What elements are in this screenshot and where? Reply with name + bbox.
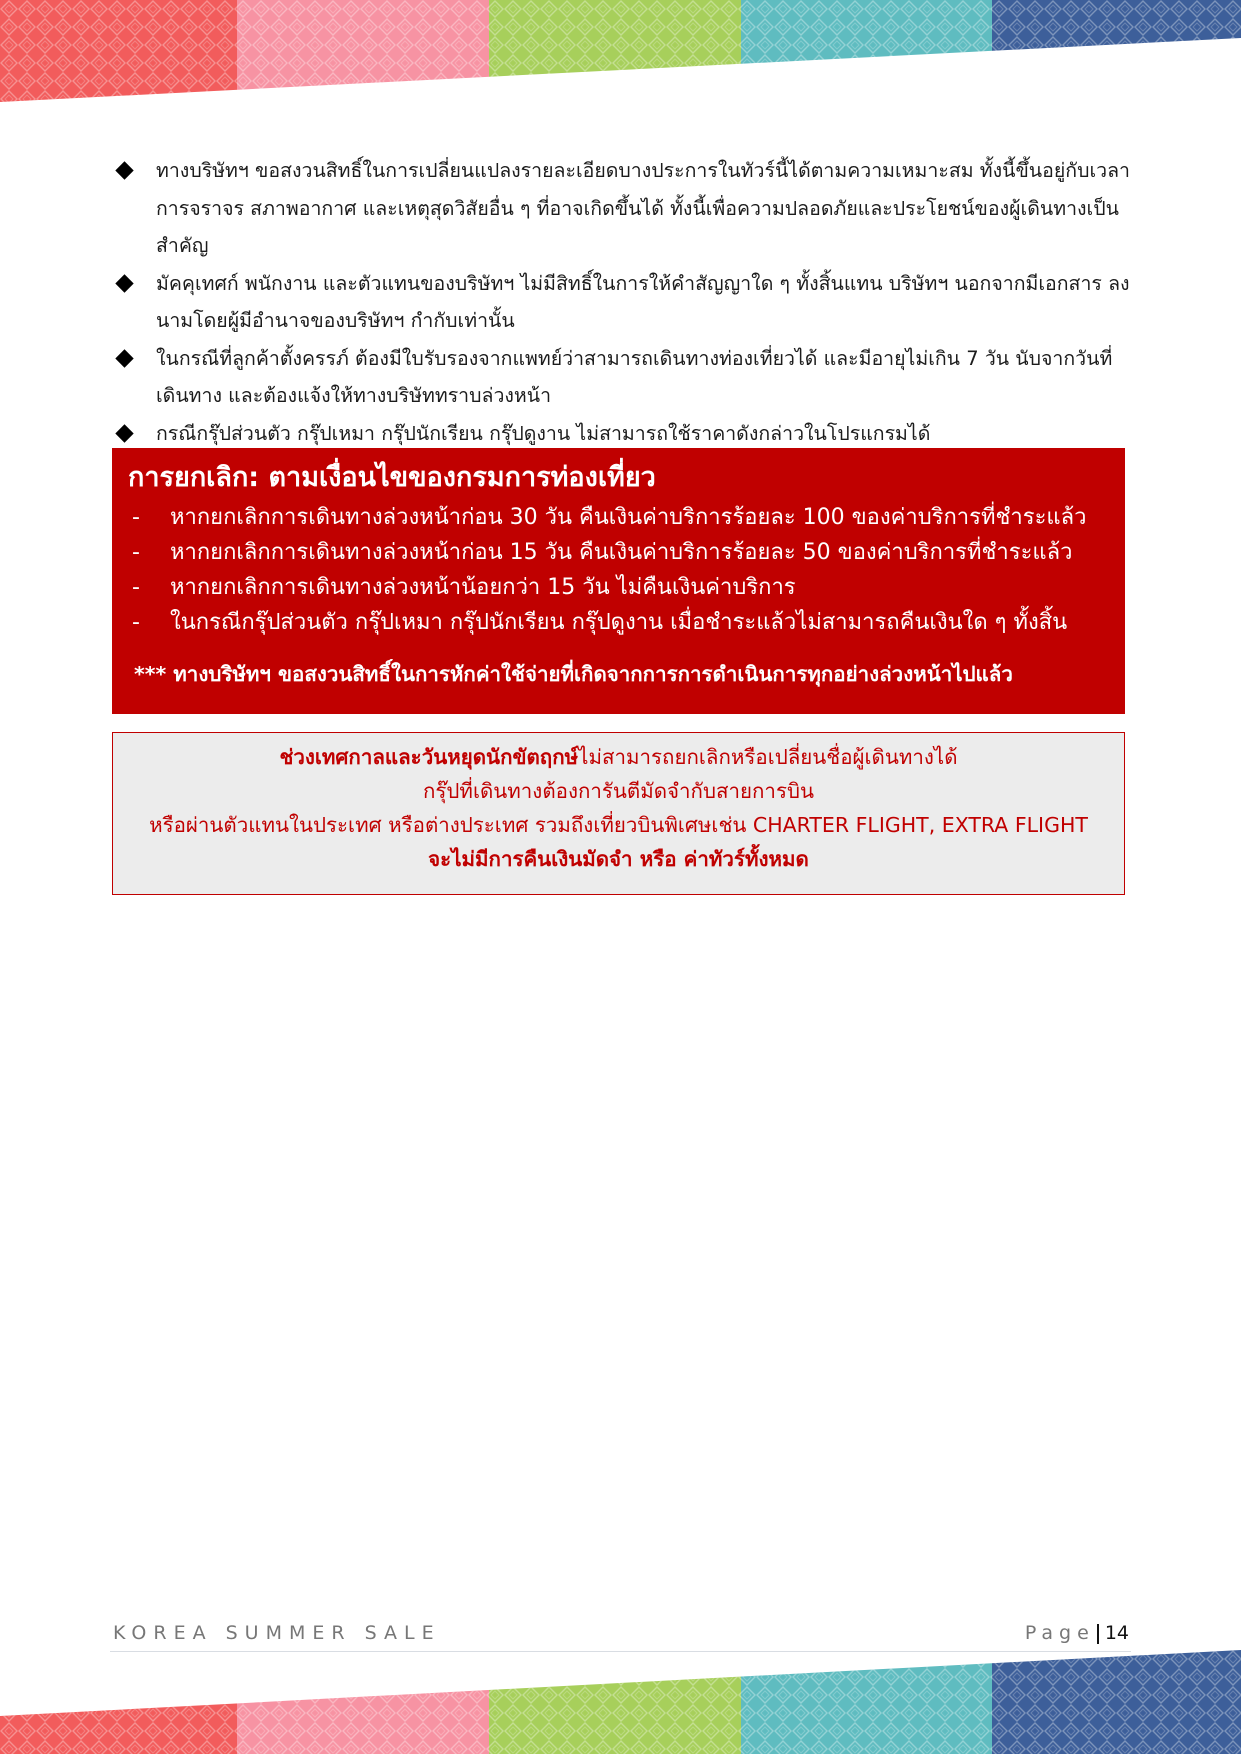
notice-line-1-rest: ไม่สามารถยกเลิกหรือเปลี่ยนชื่อผู้เดินทางได้ xyxy=(578,745,958,769)
terms-bullet-text: มัคคุเทศก์ พนักงาน และตัวแทนของบริษัทฯ ไม่มีสิทธิ์ในการให้คำสัญญาใด ๆ ทั้งสิ้นแทน บริษัทฯ นอกจากมีเอกสาร ลงนามโดยผู้มีอำนาจของบริษัทฯ กำกับเท่านั้น xyxy=(156,271,1130,332)
holiday-notice-box xyxy=(112,732,1125,895)
terms-bullet-text: ทางบริษัทฯ ขอสงวนสิทธิ์ในการเปลี่ยนแปลงรายละเอียดบางประการในทัวร์นี้ได้ตามความเหมาะสม ทั้งนี้ขึ้นอยู่กับเวลา การจราจร สภาพอากาศ และเหตุสุดวิสัยอื่น ๆ ที่อาจเกิดขึ้นได้ ทั้งนี้เพื่อความปลอดภัยและประโยชน์ของผู้เดินทางเป็นสำคัญ xyxy=(156,159,1130,257)
notice-line-1-bold: ช่วงเทศกาลและวันหยุดนักขัตฤกษ์ xyxy=(279,745,579,769)
cancellation-item xyxy=(132,570,1086,605)
cancellation-item-text: หากยกเลิกการเดินทางล่วงหน้าก่อน 30 วัน คืนเงินค่าบริการร้อยละ 100 ของค่าบริการที่ชำระแล้ว xyxy=(170,505,1087,530)
cancellation-item-text: หากยกเลิกการเดินทางล่วงหน้าก่อน 15 วัน คืนเงินค่าบริการร้อยละ 50 ของค่าบริการที่ชำระแล้ว xyxy=(170,540,1073,565)
footer-brand: KOREA SUMMER SALE xyxy=(113,1622,441,1644)
bottom-band-graphic xyxy=(0,1650,1241,1754)
cancellation-item xyxy=(132,535,1086,570)
bottom-decorative-band xyxy=(0,1650,1241,1754)
terms-bullet-item xyxy=(112,152,1132,265)
top-decorative-band xyxy=(0,0,1241,104)
diamond-bullet-icon xyxy=(115,424,133,442)
cancellation-policy-box xyxy=(112,448,1125,714)
terms-bullet-item xyxy=(112,415,1132,453)
notice-line-1 xyxy=(113,741,1124,774)
cancellation-list xyxy=(132,500,1086,640)
cancellation-item-text: ในกรณีกรุ๊ปส่วนตัว กรุ๊ปเหมา กรุ๊ปนักเรียน กรุ๊ปดูงาน เมื่อชำระแล้วไม่สามารถคืนเงินใด ๆ ทั้งสิ้น xyxy=(170,610,1068,635)
terms-bullet-item xyxy=(112,265,1132,340)
diamond-bullet-icon xyxy=(115,349,133,367)
page-label: Page xyxy=(1024,1622,1095,1644)
cancellation-item xyxy=(132,500,1086,535)
diamond-bullet-icon xyxy=(115,161,133,179)
dash-bullet: - xyxy=(132,610,140,635)
dash-bullet: - xyxy=(132,505,140,530)
cancellation-item-text: หากยกเลิกการเดินทางล่วงหน้าน้อยกว่า 15 วัน ไม่คืนเงินค่าบริการ xyxy=(170,575,796,600)
cancellation-item xyxy=(132,605,1086,640)
footer-page-indicator xyxy=(1025,1618,1129,1648)
cancellation-note: *** ทางบริษัทฯ ขอสงวนสิทธิ์ในการหักค่าใช้จ่ายที่เกิดจากการการดำเนินการทุกอย่างล่วงหน้าไปแล้ว xyxy=(134,662,1013,686)
top-band-graphic xyxy=(0,0,1241,104)
page-number: 14 xyxy=(1104,1622,1129,1644)
diamond-bullet-icon xyxy=(115,274,133,292)
dash-bullet: - xyxy=(132,575,140,600)
notice-line-4: จะไม่มีการคืนเงินมัดจำ หรือ ค่าทัวร์ทั้งหมด xyxy=(428,847,809,871)
notice-line-3: หรือผ่านตัวแทนในประเทศ หรือต่างประเทศ รวมถึงเที่ยวบินพิเศษเช่น CHARTER FLIGHT, EXTRA FLIGHT xyxy=(149,813,1088,837)
terms-bullet-list xyxy=(112,152,1132,452)
dash-bullet: - xyxy=(132,540,140,565)
terms-bullet-text: ในกรณีที่ลูกค้าตั้งครรภ์ ต้องมีใบรับรองจากแพทย์ว่าสามารถเดินทางท่องเที่ยวได้ และมีอายุไม่เกิน 7 วัน นับจากวันที่เดินทาง และต้องแจ้งให้ทางบริษัททราบล่วงหน้า xyxy=(156,346,1113,407)
notice-line-2: กรุ๊ปที่เดินทางต้องการันตีมัดจำกับสายการบิน xyxy=(423,779,814,803)
terms-bullet-text: กรณีกรุ๊ปส่วนตัว กรุ๊ปเหมา กรุ๊ปนักเรียน กรุ๊ปดูงาน ไม่สามารถใช้ราคาดังกล่าวในโปรแกรมได้ xyxy=(156,421,931,445)
terms-bullet-item xyxy=(112,340,1132,415)
cancellation-title: การยกเลิก: ตามเงื่อนไขของกรมการท่องเที่ยว xyxy=(128,462,656,493)
page-separator xyxy=(1097,1624,1099,1644)
